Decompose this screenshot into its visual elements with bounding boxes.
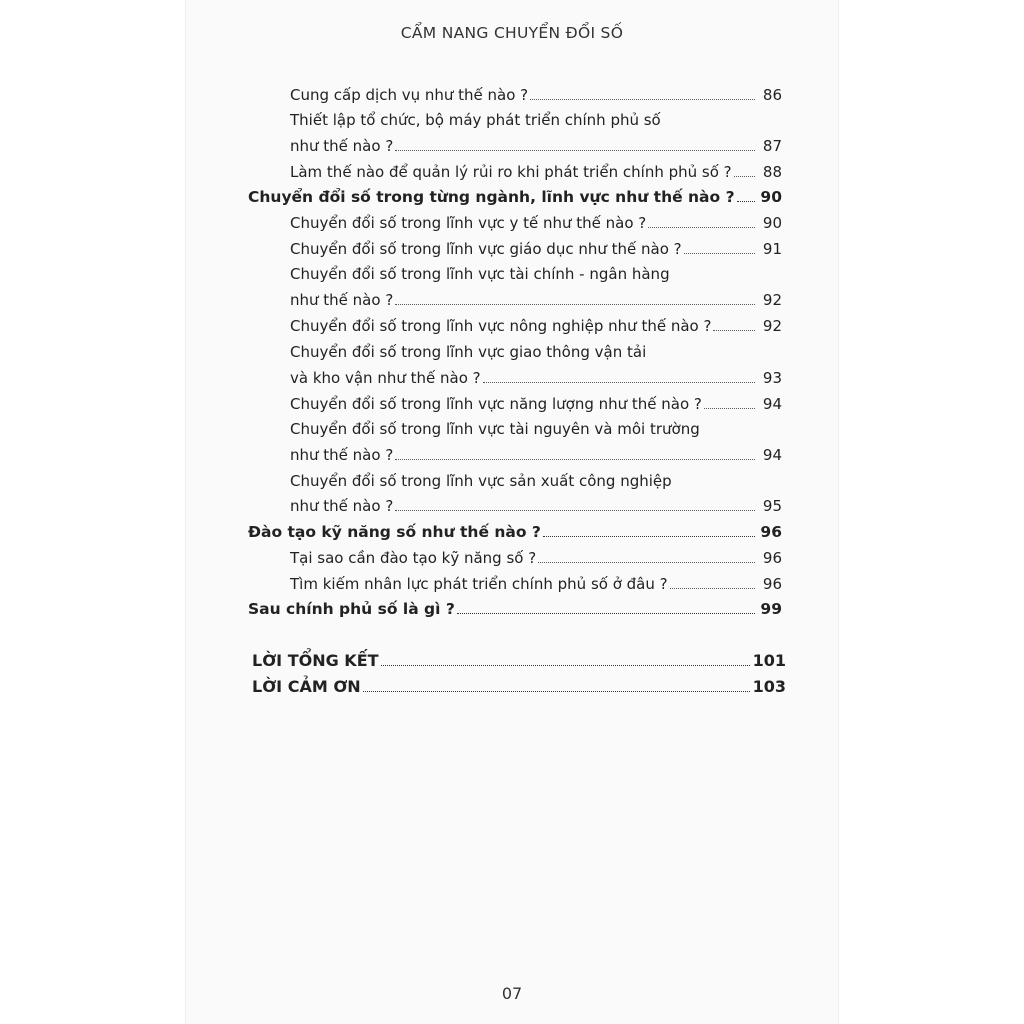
toc-entry (290, 420, 782, 438)
toc-entry-title: như thế nào ? (290, 137, 394, 155)
dot-leader (363, 691, 750, 692)
toc-section (248, 523, 782, 541)
dot-leader (381, 665, 750, 666)
dot-leader (395, 510, 755, 511)
dot-leader (713, 330, 755, 331)
dot-leader (543, 536, 755, 537)
toc-entry-page: 91 (762, 240, 782, 258)
toc-entry-page: 94 (762, 395, 782, 413)
dot-leader (530, 99, 755, 100)
toc-entry-title: như thế nào ? (290, 446, 394, 464)
toc-entry-page: 96 (762, 549, 782, 567)
toc-entry (290, 240, 782, 258)
toc-section-title: Chuyển đổi số trong từng ngành, lĩnh vực như thế nào ? (248, 188, 735, 206)
toc-entry (290, 214, 782, 232)
toc-entry (290, 163, 782, 181)
dot-leader (704, 408, 755, 409)
toc-entry (290, 86, 782, 104)
toc-entry (290, 317, 782, 335)
toc-entry-title: Chuyển đổi số trong lĩnh vực tài chính - ngân hàng (290, 265, 670, 283)
toc-entry-title: như thế nào ? (290, 497, 394, 515)
toc-entry-page: 96 (762, 575, 782, 593)
dot-leader (734, 176, 755, 177)
toc-entry-page: 90 (762, 214, 782, 232)
toc-entry-title: Chuyển đổi số trong lĩnh vực giao thông vận tải (290, 343, 647, 361)
toc-entry (290, 343, 782, 361)
dot-leader (395, 459, 755, 460)
toc-entry-page: 95 (762, 497, 782, 515)
toc-entry-title: và kho vận như thế nào ? (290, 369, 481, 387)
toc-section-title: Sau chính phủ số là gì ? (248, 600, 455, 618)
toc-section (248, 600, 782, 618)
toc-entry (290, 137, 782, 155)
toc-entry-title: Tìm kiếm nhân lực phát triển chính phủ số ở đâu ? (290, 575, 668, 593)
toc-entry-title: Chuyển đổi số trong lĩnh vực giáo dục như thế nào ? (290, 240, 682, 258)
toc-entry-title: Chuyển đổi số trong lĩnh vực y tế như thế nào ? (290, 214, 647, 232)
page-number: 07 (501, 984, 523, 1003)
dot-leader (648, 227, 755, 228)
toc-entry-title: Thiết lập tổ chức, bộ máy phát triển chính phủ số (290, 111, 661, 129)
toc-entry (290, 291, 782, 309)
toc-entry-title: Cung cấp dịch vụ như thế nào ? (290, 86, 529, 104)
toc-entry (290, 497, 782, 515)
toc-entry-page: 88 (762, 163, 782, 181)
dot-leader (483, 382, 755, 383)
toc-entry-page: 92 (762, 291, 782, 309)
dot-leader (737, 201, 755, 202)
toc-entry-title: Chuyển đổi số trong lĩnh vực tài nguyên và môi trường (290, 420, 700, 438)
toc-entry-page: 92 (762, 317, 782, 335)
toc-entry (290, 549, 782, 567)
dot-leader (395, 150, 755, 151)
toc-entry-title: Chuyển đổi số trong lĩnh vực năng lượng như thế nào ? (290, 395, 702, 413)
toc-entry-page: 87 (762, 137, 782, 155)
toc-entry (290, 575, 782, 593)
toc-section-page: 90 (760, 188, 782, 206)
running-head: CẨM NANG CHUYỂN ĐỔI SỐ (400, 24, 624, 42)
toc-entry (290, 369, 782, 387)
dot-leader (670, 588, 755, 589)
toc-entry-page: 94 (762, 446, 782, 464)
toc-entry-title: Chuyển đổi số trong lĩnh vực sản xuất công nghiệp (290, 472, 672, 490)
toc-section (248, 188, 782, 206)
toc-entry (290, 111, 782, 129)
toc-entry (290, 472, 782, 490)
toc-entry (290, 395, 782, 413)
toc-closing-page: 101 (752, 651, 786, 670)
toc-entry-page: 86 (762, 86, 782, 104)
book-page (186, 0, 838, 1024)
toc-section-page: 96 (760, 523, 782, 541)
toc-closing-entry (252, 652, 786, 670)
toc-closing-title: LỜI TỔNG KẾT (252, 651, 379, 670)
table-of-contents (186, 0, 838, 1024)
toc-entry-title: như thế nào ? (290, 291, 394, 309)
toc-section-page: 99 (760, 600, 782, 618)
dot-leader (684, 253, 755, 254)
toc-entry (290, 446, 782, 464)
dot-leader (395, 304, 755, 305)
dot-leader (538, 562, 755, 563)
toc-entry-title: Làm thế nào để quản lý rủi ro khi phát triển chính phủ số ? (290, 163, 732, 181)
toc-entry-title: Tại sao cần đào tạo kỹ năng số ? (290, 549, 537, 567)
toc-closing-entry (252, 678, 786, 696)
toc-closing-title: LỜI CẢM ƠN (252, 677, 361, 696)
dot-leader (457, 613, 755, 614)
toc-entry-title: Chuyển đổi số trong lĩnh vực nông nghiệp như thế nào ? (290, 317, 712, 335)
toc-section-title: Đào tạo kỹ năng số như thế nào ? (248, 523, 541, 541)
toc-closing-page: 103 (752, 677, 786, 696)
toc-entry-page: 93 (762, 369, 782, 387)
toc-entry (290, 265, 782, 283)
